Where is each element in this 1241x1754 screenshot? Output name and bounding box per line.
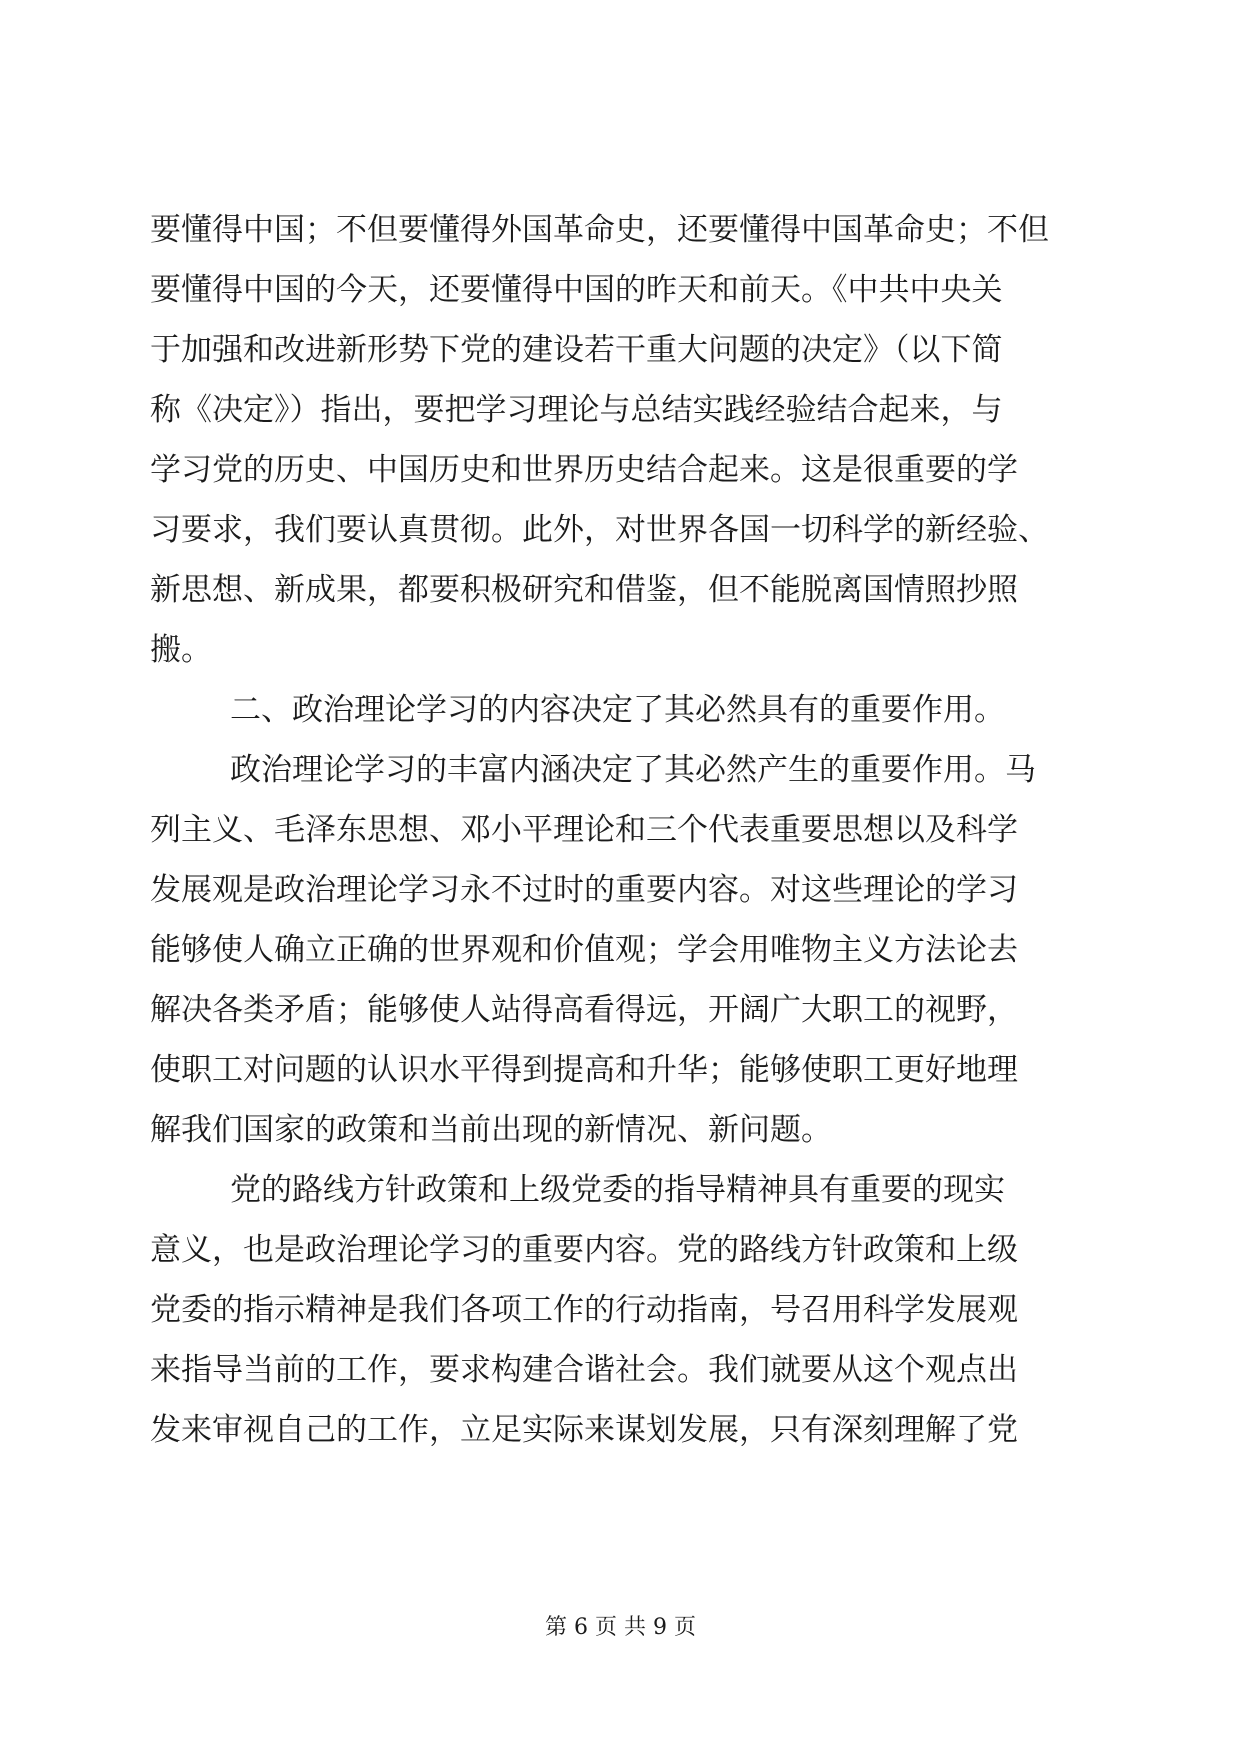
text-line: 来指导当前的工作，要求构建合谐社会。我们就要从这个观点出 [150, 1352, 1018, 1388]
text-line: 发展观是政治理论学习永不过时的重要内容。对这些理论的学习 [150, 872, 1018, 908]
text-line: 要懂得中国；不但要懂得外国革命史，还要懂得中国革命史；不但 [150, 212, 1049, 248]
page-number-footer: 第 6 页 共 9 页 [545, 1615, 696, 1640]
text-line: 能够使人确立正确的世界观和价值观；学会用唯物主义方法论去 [150, 932, 1018, 968]
text-line: 使职工对问题的认识水平得到提高和升华；能够使职工更好地理 [150, 1052, 1018, 1088]
text-line: 要懂得中国的今天，还要懂得中国的昨天和前天。《中共中央关 [150, 272, 1003, 308]
section-heading: 二、政治理论学习的内容决定了其必然具有的重要作用。 [230, 692, 1005, 728]
paragraph-first-line: 政治理论学习的丰富内涵决定了其必然产生的重要作用。马 [230, 752, 1036, 788]
text-line: 于加强和改进新形势下党的建设若干重大问题的决定》（以下简 [150, 332, 1003, 368]
text-line: 学习党的历史、中国历史和世界历史结合起来。这是很重要的学 [150, 452, 1018, 488]
text-line: 解决各类矛盾；能够使人站得高看得远，开阔广大职工的视野， [150, 992, 1018, 1028]
text-line: 列主义、毛泽东思想、邓小平理论和三个代表重要思想以及科学 [150, 812, 1018, 848]
text-line: 新思想、新成果，都要积极研究和借鉴，但不能脱离国情照抄照 [150, 572, 1018, 608]
paragraph-first-line: 党的路线方针政策和上级党委的指导精神具有重要的现实 [230, 1172, 1005, 1208]
text-line: 意义，也是政治理论学习的重要内容。党的路线方针政策和上级 [150, 1232, 1018, 1268]
text-line: 称《决定》）指出，要把学习理论与总结实践经验结合起来，与 [150, 392, 1003, 428]
text-line: 搬。 [150, 632, 212, 668]
text-line: 习要求，我们要认真贯彻。此外，对世界各国一切科学的新经验、 [150, 512, 1049, 548]
text-line: 发来审视自己的工作，立足实际来谋划发展，只有深刻理解了党 [150, 1412, 1018, 1448]
text-line: 党委的指示精神是我们各项工作的行动指南，号召用科学发展观 [150, 1292, 1018, 1328]
text-line: 解我们国家的政策和当前出现的新情况、新问题。 [150, 1112, 832, 1148]
